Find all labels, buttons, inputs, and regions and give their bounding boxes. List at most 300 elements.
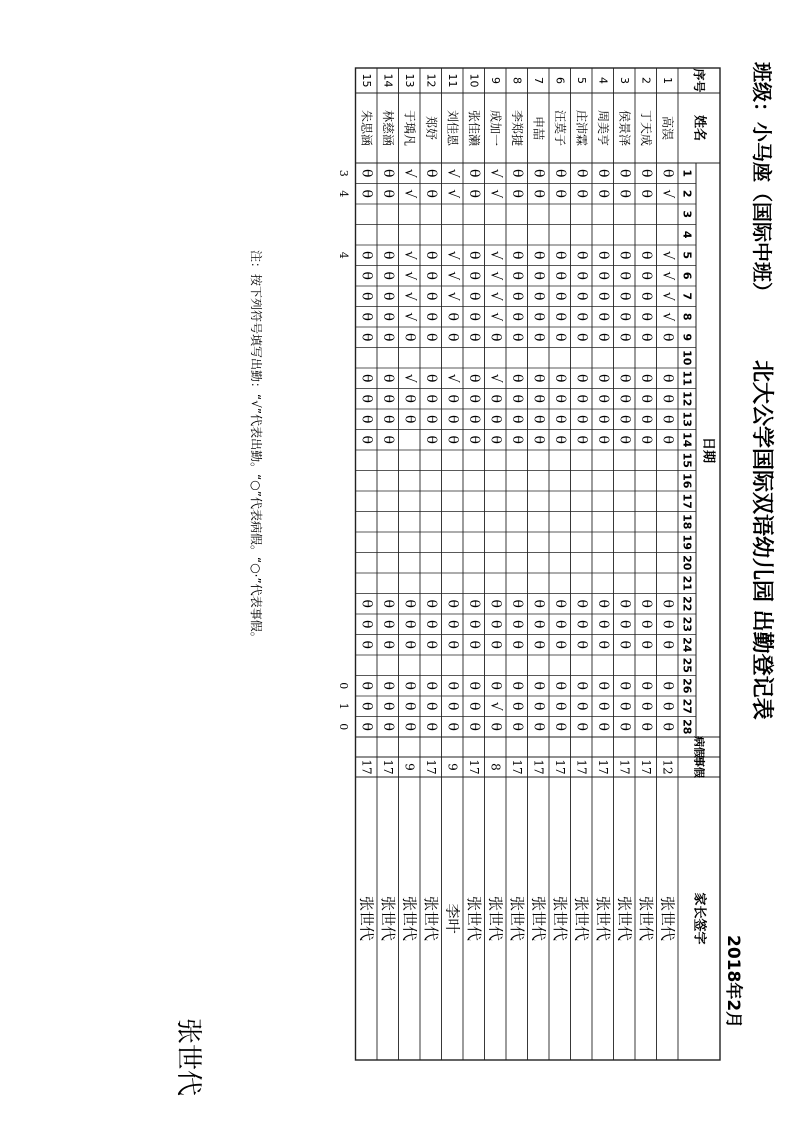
attendance-mark: θ (401, 333, 418, 342)
attendance-mark: θ (616, 251, 633, 260)
attendance-mark: θ (358, 435, 375, 444)
attendance-mark: √ (401, 291, 418, 301)
attendance-mark: θ (358, 640, 375, 649)
attendance-mark: √ (487, 271, 504, 281)
attendance-mark: θ (422, 722, 439, 731)
attendance-mark: θ (379, 312, 396, 321)
attendance-mark: θ (444, 681, 461, 690)
personal-days: 12 (660, 759, 675, 775)
attendance-mark: θ (637, 722, 654, 731)
attendance-mark: θ (379, 333, 396, 342)
attendance-mark: θ (573, 415, 590, 424)
personal-days: 17 (552, 759, 567, 775)
attendance-mark: θ (401, 640, 418, 649)
personal-days: 17 (638, 759, 653, 775)
attendance-mark: θ (530, 374, 547, 383)
attendance-mark: θ (465, 681, 482, 690)
student-name: 高淏 (660, 115, 675, 141)
attendance-table (337, 68, 720, 1060)
attendance-mark: θ (637, 681, 654, 690)
attendance-mark: θ (594, 271, 611, 280)
attendance-mark: θ (422, 640, 439, 649)
parent-signature: 张世代 (421, 895, 440, 942)
attendance-mark: θ (637, 620, 654, 629)
attendance-mark: θ (358, 169, 375, 178)
row-seq: 13 (402, 73, 416, 88)
row-seq: 4 (596, 77, 610, 84)
row-seq: 9 (488, 77, 502, 84)
attendance-mark: θ (551, 415, 568, 424)
footer-tally: 4 (337, 190, 350, 198)
attendance-mark: θ (465, 394, 482, 403)
attendance-mark: θ (659, 169, 676, 178)
attendance-mark: θ (530, 271, 547, 280)
attendance-mark: θ (573, 681, 590, 690)
header-sick: 病假 (692, 736, 706, 758)
attendance-mark: θ (444, 640, 461, 649)
attendance-mark: θ (358, 251, 375, 260)
row-seq: 7 (531, 77, 545, 84)
attendance-mark: √ (444, 291, 461, 301)
school-title: 北大公学国际双语幼儿园 出勤登记表 (749, 360, 774, 720)
student-name: 李郑捷 (509, 109, 524, 147)
header-name: 姓名 (691, 114, 707, 142)
row-seq: 5 (574, 77, 588, 84)
day-number: 16 (680, 473, 694, 489)
attendance-mark: θ (637, 271, 654, 280)
attendance-mark: θ (379, 292, 396, 301)
attendance-mark: θ (508, 435, 525, 444)
attendance-mark: θ (401, 394, 418, 403)
footer-tally: 0 (337, 723, 350, 731)
attendance-mark: θ (530, 169, 547, 178)
attendance-mark: √ (444, 271, 461, 281)
attendance-mark: θ (465, 722, 482, 731)
attendance-mark: θ (487, 599, 504, 608)
attendance-mark: θ (659, 620, 676, 629)
attendance-mark: θ (422, 702, 439, 711)
attendance-mark: θ (530, 394, 547, 403)
attendance-mark: θ (379, 435, 396, 444)
attendance-mark: θ (659, 599, 676, 608)
attendance-mark: θ (422, 415, 439, 424)
row-seq: 3 (617, 77, 631, 84)
personal-days: 8 (488, 763, 503, 771)
attendance-mark: θ (573, 435, 590, 444)
attendance-mark: θ (508, 722, 525, 731)
personal-days: 9 (445, 763, 460, 771)
footer-tally: 3 (337, 169, 350, 177)
attendance-mark: θ (487, 394, 504, 403)
legend-note: 注：按下列符号填写出勤：“√”代表出勤。“○”代表病假。“○·”代表事假。 (249, 250, 263, 644)
attendance-mark: θ (573, 640, 590, 649)
attendance-mark: √ (401, 189, 418, 199)
attendance-mark: θ (444, 312, 461, 321)
attendance-mark: θ (659, 333, 676, 342)
attendance-mark: θ (659, 374, 676, 383)
student-name: 刘佳恩 (445, 109, 460, 147)
attendance-mark: θ (551, 189, 568, 198)
attendance-mark: √ (487, 250, 504, 260)
attendance-mark: θ (444, 333, 461, 342)
day-number: 7 (680, 292, 694, 301)
day-number: 27 (680, 698, 694, 714)
attendance-mark: θ (616, 702, 633, 711)
attendance-mark: θ (379, 374, 396, 383)
student-name: 于瑀凡 (402, 109, 417, 147)
personal-days: 17 (466, 759, 481, 775)
attendance-mark: θ (358, 702, 375, 711)
attendance-mark: θ (444, 599, 461, 608)
attendance-mark: θ (422, 271, 439, 280)
attendance-mark: θ (551, 374, 568, 383)
attendance-mark: θ (530, 599, 547, 608)
day-number: 6 (680, 271, 694, 280)
attendance-mark: θ (422, 251, 439, 260)
attendance-mark: θ (401, 620, 418, 629)
attendance-mark: θ (551, 681, 568, 690)
student-name: 林慈涵 (380, 109, 395, 147)
attendance-mark: θ (465, 312, 482, 321)
attendance-mark: θ (465, 333, 482, 342)
day-number: 14 (680, 432, 694, 448)
attendance-mark: θ (508, 415, 525, 424)
attendance-mark: θ (379, 599, 396, 608)
personal-days: 17 (423, 759, 438, 775)
attendance-mark: θ (616, 169, 633, 178)
attendance-mark: √ (401, 373, 418, 383)
row-seq: 8 (510, 77, 524, 84)
attendance-mark: θ (379, 251, 396, 260)
student-name: 郑妤 (423, 115, 438, 141)
attendance-mark: θ (594, 702, 611, 711)
attendance-mark: θ (637, 415, 654, 424)
attendance-mark: θ (422, 374, 439, 383)
attendance-mark: θ (594, 415, 611, 424)
attendance-mark: θ (530, 702, 547, 711)
attendance-mark: θ (530, 640, 547, 649)
attendance-mark: θ (551, 640, 568, 649)
attendance-mark: θ (487, 415, 504, 424)
day-number: 17 (680, 493, 694, 509)
attendance-mark: θ (573, 271, 590, 280)
attendance-mark: θ (487, 681, 504, 690)
attendance-mark: θ (594, 620, 611, 629)
attendance-mark: θ (573, 599, 590, 608)
row-seq: 1 (660, 77, 674, 84)
student-name: 张佳濑 (466, 109, 481, 147)
attendance-mark: θ (487, 333, 504, 342)
student-name: 周美亨 (595, 109, 610, 147)
attendance-mark: θ (551, 271, 568, 280)
attendance-mark: θ (616, 620, 633, 629)
student-name: 申喆 (531, 115, 546, 141)
attendance-mark: √ (487, 701, 504, 711)
attendance-mark: θ (616, 681, 633, 690)
attendance-mark: θ (573, 333, 590, 342)
bottom-signature: 张世代 (173, 1018, 203, 1097)
day-number: 3 (680, 210, 694, 219)
day-number: 10 (680, 350, 694, 366)
attendance-mark: θ (573, 169, 590, 178)
attendance-mark: θ (358, 374, 375, 383)
attendance-mark: θ (637, 599, 654, 608)
attendance-mark: θ (358, 312, 375, 321)
header-date: 日期 (700, 436, 716, 464)
attendance-mark: √ (444, 250, 461, 260)
attendance-mark: θ (465, 189, 482, 198)
parent-signature: 张世代 (572, 895, 591, 942)
row-seq: 10 (467, 73, 481, 88)
day-number: 23 (680, 616, 694, 632)
attendance-mark: θ (616, 435, 633, 444)
attendance-mark: θ (573, 251, 590, 260)
attendance-mark: θ (659, 415, 676, 424)
attendance-mark: θ (444, 394, 461, 403)
attendance-mark: √ (401, 312, 418, 322)
attendance-mark: √ (659, 271, 676, 281)
attendance-mark: θ (659, 722, 676, 731)
day-number: 19 (680, 534, 694, 550)
attendance-mark: θ (551, 722, 568, 731)
day-number: 24 (680, 637, 694, 653)
attendance-mark: θ (401, 722, 418, 731)
attendance-mark: θ (616, 271, 633, 280)
day-number: 5 (680, 251, 694, 260)
attendance-mark: θ (422, 169, 439, 178)
attendance-mark: θ (379, 169, 396, 178)
attendance-mark: θ (487, 722, 504, 731)
rotated-document (249, 62, 775, 1060)
attendance-mark: θ (551, 599, 568, 608)
attendance-mark: θ (551, 394, 568, 403)
attendance-mark: θ (465, 251, 482, 260)
attendance-mark: θ (358, 189, 375, 198)
day-number: 22 (680, 596, 694, 612)
attendance-mark: θ (637, 374, 654, 383)
attendance-mark: √ (487, 189, 504, 199)
attendance-mark: θ (594, 189, 611, 198)
day-number: 12 (680, 391, 694, 407)
attendance-mark: θ (508, 681, 525, 690)
attendance-mark: θ (637, 312, 654, 321)
attendance-mark: √ (659, 189, 676, 199)
attendance-mark: θ (594, 722, 611, 731)
attendance-mark: θ (530, 312, 547, 321)
attendance-mark: θ (379, 702, 396, 711)
attendance-mark: θ (659, 394, 676, 403)
parent-signature: 张世代 (357, 895, 376, 942)
day-number: 4 (680, 230, 694, 239)
month-label: 2018年2月 (723, 935, 743, 1029)
attendance-mark: θ (573, 189, 590, 198)
attendance-mark: θ (594, 292, 611, 301)
attendance-mark: θ (616, 599, 633, 608)
day-number: 2 (680, 189, 694, 198)
personal-days: 17 (595, 759, 610, 775)
row-seq: 2 (639, 77, 653, 84)
attendance-mark: θ (422, 394, 439, 403)
attendance-mark: θ (659, 435, 676, 444)
row-seq: 12 (424, 73, 438, 88)
attendance-mark: θ (487, 640, 504, 649)
parent-signature: 张世代 (486, 895, 505, 942)
attendance-mark: θ (573, 292, 590, 301)
attendance-mark: θ (573, 312, 590, 321)
attendance-mark: θ (530, 620, 547, 629)
attendance-mark: θ (358, 415, 375, 424)
attendance-mark: θ (358, 292, 375, 301)
attendance-mark: θ (422, 312, 439, 321)
attendance-mark: √ (401, 168, 418, 178)
attendance-mark: θ (594, 681, 611, 690)
attendance-mark: θ (487, 435, 504, 444)
parent-signature: 张世代 (636, 895, 655, 942)
attendance-mark: θ (358, 333, 375, 342)
parent-signature: 张世代 (593, 895, 612, 942)
attendance-mark: θ (465, 702, 482, 711)
day-number: 8 (680, 312, 694, 321)
attendance-mark: θ (508, 271, 525, 280)
attendance-mark: √ (444, 373, 461, 383)
attendance-mark: θ (616, 394, 633, 403)
attendance-mark: θ (422, 620, 439, 629)
attendance-mark: θ (422, 189, 439, 198)
day-number: 15 (680, 452, 694, 468)
attendance-mark: θ (637, 394, 654, 403)
student-name: 侯景泽 (617, 109, 632, 147)
attendance-mark: θ (594, 374, 611, 383)
attendance-mark: θ (616, 292, 633, 301)
attendance-mark: θ (573, 374, 590, 383)
attendance-mark: θ (465, 599, 482, 608)
attendance-mark: θ (422, 681, 439, 690)
attendance-mark: θ (551, 312, 568, 321)
attendance-mark: θ (637, 251, 654, 260)
attendance-mark: θ (444, 722, 461, 731)
personal-days: 17 (617, 759, 632, 775)
attendance-mark: θ (637, 640, 654, 649)
attendance-mark: θ (594, 312, 611, 321)
attendance-mark: θ (551, 292, 568, 301)
day-number: 26 (680, 678, 694, 694)
attendance-mark: √ (659, 250, 676, 260)
attendance-mark: θ (616, 722, 633, 731)
attendance-mark: θ (508, 251, 525, 260)
attendance-mark: θ (465, 620, 482, 629)
attendance-mark: θ (379, 681, 396, 690)
student-name: 朱思涵 (359, 109, 374, 147)
attendance-mark: θ (551, 435, 568, 444)
personal-days: 17 (359, 759, 374, 775)
attendance-mark: θ (379, 415, 396, 424)
attendance-mark: θ (401, 681, 418, 690)
attendance-mark: θ (422, 333, 439, 342)
day-number: 1 (680, 169, 694, 178)
attendance-mark: θ (530, 681, 547, 690)
row-seq: 11 (445, 73, 459, 88)
attendance-mark: θ (465, 292, 482, 301)
attendance-mark: θ (530, 415, 547, 424)
attendance-mark: θ (594, 640, 611, 649)
class-label: 班级：小马座（国际中班） (750, 62, 774, 302)
day-number: 28 (680, 719, 694, 735)
attendance-mark: θ (530, 189, 547, 198)
attendance-mark: θ (530, 292, 547, 301)
footer-tally: 1 (337, 702, 350, 710)
day-number: 9 (680, 333, 694, 342)
parent-signature: 张世代 (529, 895, 548, 942)
attendance-mark: √ (444, 168, 461, 178)
attendance-mark: √ (487, 312, 504, 322)
personal-days: 17 (380, 759, 395, 775)
day-number: 18 (680, 514, 694, 530)
attendance-mark: θ (508, 312, 525, 321)
attendance-mark: θ (358, 620, 375, 629)
attendance-mark: √ (659, 291, 676, 301)
attendance-mark: √ (659, 312, 676, 322)
parent-signature: 张世代 (658, 895, 677, 942)
attendance-mark: θ (594, 599, 611, 608)
footer-tally: 0 (337, 682, 350, 690)
attendance-mark: √ (401, 250, 418, 260)
attendance-mark: √ (444, 189, 461, 199)
attendance-mark: θ (530, 251, 547, 260)
attendance-mark: θ (444, 435, 461, 444)
attendance-mark: θ (659, 640, 676, 649)
row-seq: 15 (359, 73, 373, 88)
attendance-mark: θ (508, 333, 525, 342)
attendance-mark: θ (637, 333, 654, 342)
attendance-mark: θ (508, 394, 525, 403)
day-number: 25 (680, 657, 694, 673)
attendance-mark: √ (487, 168, 504, 178)
attendance-mark: θ (358, 722, 375, 731)
parent-signature: 李叶 (443, 903, 462, 934)
attendance-mark: θ (379, 271, 396, 280)
attendance-mark: θ (637, 189, 654, 198)
attendance-mark: θ (573, 394, 590, 403)
attendance-mark: θ (530, 435, 547, 444)
attendance-mark: θ (508, 189, 525, 198)
attendance-mark: θ (594, 333, 611, 342)
attendance-mark: θ (379, 620, 396, 629)
attendance-mark: θ (465, 640, 482, 649)
attendance-mark: θ (401, 415, 418, 424)
attendance-mark: θ (616, 640, 633, 649)
attendance-mark: √ (487, 373, 504, 383)
day-number: 20 (680, 555, 694, 571)
attendance-mark: θ (444, 702, 461, 711)
attendance-mark: θ (637, 292, 654, 301)
attendance-mark: θ (616, 189, 633, 198)
attendance-mark: θ (551, 251, 568, 260)
attendance-mark: θ (358, 271, 375, 280)
attendance-mark: θ (637, 702, 654, 711)
attendance-mark: θ (508, 292, 525, 301)
parent-signature: 张世代 (464, 895, 483, 942)
attendance-mark: θ (401, 599, 418, 608)
attendance-mark: θ (444, 415, 461, 424)
attendance-mark: θ (379, 189, 396, 198)
attendance-mark: θ (573, 702, 590, 711)
parent-signature: 张世代 (378, 895, 397, 942)
attendance-mark: θ (616, 374, 633, 383)
attendance-mark: √ (487, 291, 504, 301)
attendance-mark: θ (508, 620, 525, 629)
personal-days: 17 (531, 759, 546, 775)
attendance-mark: θ (358, 681, 375, 690)
